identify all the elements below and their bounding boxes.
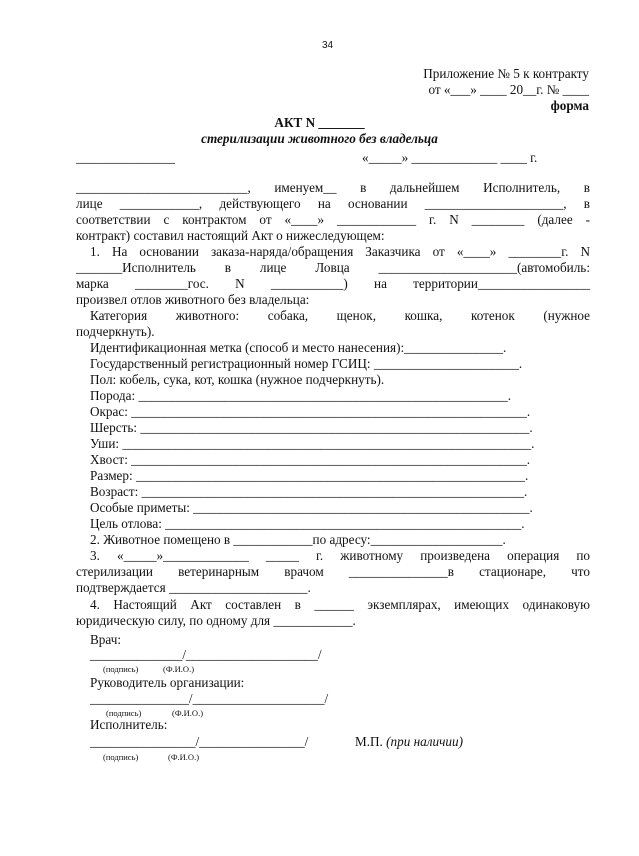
field-id-mark: Идентификационная метка (способ и место нанесения):_______________.: [90, 340, 507, 355]
paragraph-line: 3. «_____»_____________ _____ г. животному произведена операция по: [90, 548, 590, 563]
executor-label: Исполнитель:: [90, 717, 168, 732]
date-field: «_____» _____________ ____ г.: [362, 150, 538, 165]
field-sex: Пол: кобель, сука, кот, кошка (нужное подчеркнуть).: [90, 372, 385, 387]
vet-sign-caption: (подпись): [103, 664, 139, 674]
stamp-note: (при наличии): [386, 734, 463, 749]
page-number: 34: [322, 40, 334, 51]
paragraph-line: стерилизации ветеринарным врачом _______________в стационаре, что: [76, 564, 590, 579]
executor-sign-caption: (подпись): [103, 752, 139, 762]
paragraph-line: подтверждается _____________________.: [76, 580, 311, 595]
paragraph-line: __________________________, именуем__ в дальнейшем Исполнитель, в: [76, 180, 590, 195]
paragraph-line: 1. На основании заказа-наряда/обращения Заказчика от «____» ________г. N: [90, 244, 590, 259]
field-special-marks: Особые приметы: ___________________________________________________.: [90, 500, 533, 515]
act-subtitle: стерилизации животного без владельца: [201, 131, 438, 146]
paragraph-line: 4. Настоящий Акт составлен в ______ экземплярах, имеющих одинаковую: [90, 597, 590, 612]
field-ears: Уши: ______________________________________________________________.: [90, 436, 535, 451]
paragraph-line: контракт) составил настоящий Акт о нижеследующем:: [76, 228, 385, 243]
paragraph-line: лице ____________, действующего на основании _____________________, в: [76, 196, 590, 211]
field-gsic: Государственный регистрационный номер ГСИЦ: ______________________.: [90, 356, 523, 371]
paragraph-line: Категория животного: собака, щенок, кошка, котенок (нужное: [90, 308, 590, 323]
paragraph-line: _______Исполнитель в лице Ловца _____________________(автомобиль:: [76, 260, 590, 275]
executor-signature-line: ________________/________________/: [90, 734, 309, 749]
paragraph-line: юридическую силу, по одному для ____________.: [76, 613, 356, 628]
vet-signature-line: ______________/____________________/: [90, 647, 322, 662]
field-capture-purpose: Цель отлова: ______________________________________________________.: [90, 516, 525, 531]
paragraph-line: 2. Животное помещено в ____________по адресу:____________________.: [90, 532, 506, 547]
field-size: Размер: ___________________________________________________________.: [90, 468, 529, 483]
field-tail: Хвост: ____________________________________________________________.: [90, 452, 531, 467]
head-signature-line: _______________/____________________/: [90, 691, 329, 706]
paragraph-line: произвел отлов животного без владельца:: [76, 292, 310, 307]
paragraph-line: соответствии с контрактом от «____» ____________ г. N ________ (далее -: [76, 212, 590, 227]
stamp-label: [355, 734, 463, 750]
place-field: _______________: [76, 150, 175, 165]
head-fio-caption: (Ф.И.О.): [172, 708, 204, 718]
field-age: Возраст: __________________________________________________________.: [90, 484, 528, 499]
form-label: форма: [550, 98, 589, 113]
vet-label: Врач:: [90, 632, 122, 647]
stamp-mp: М.П.: [355, 734, 383, 749]
paragraph-line: подчеркнуть).: [76, 324, 155, 339]
executor-fio-caption: (Ф.И.О.): [168, 752, 200, 762]
head-sign-caption: (подпись): [106, 708, 142, 718]
act-title: АКТ N _______: [274, 115, 365, 130]
paragraph-line: марка ________гос. N ___________) на территории_________________: [76, 276, 590, 291]
head-label: Руководитель организации:: [90, 675, 245, 690]
field-coat: Шерсть: ___________________________________________________________.: [90, 420, 533, 435]
vet-fio-caption: (Ф.И.О.): [163, 664, 195, 674]
field-color: Окрас: ____________________________________________________________.: [90, 404, 531, 419]
contract-date-line: от «___» ____ 20__г. № ____: [428, 82, 589, 97]
appendix-label: Приложение № 5 к контракту: [423, 66, 589, 81]
field-breed: Порода: ________________________________________________________.: [90, 388, 511, 403]
